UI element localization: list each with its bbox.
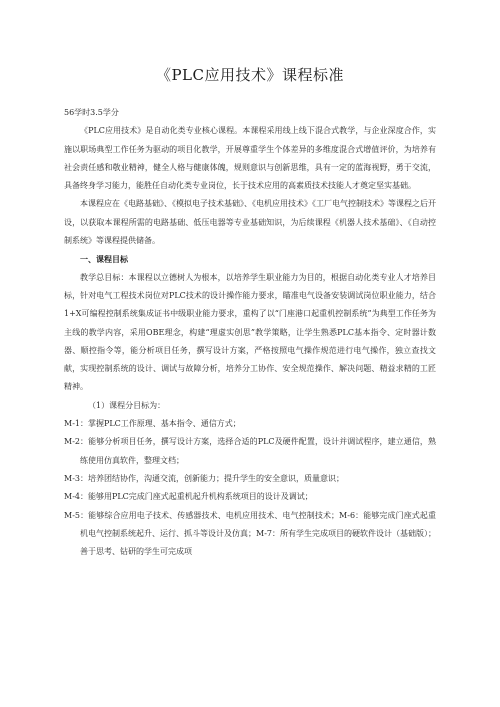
document-body xyxy=(64,104,436,561)
course-hours-credits: 56学时3.5学分 xyxy=(64,108,119,117)
document-title: 《PLC应用技术》课程标准 xyxy=(155,66,345,84)
goal-item: M-4：能够用PLC完成门座式起重机起升机构系统项目的设计及调试； xyxy=(64,492,313,502)
goal-item: M-3：培养团结协作，沟通交流，创新能力；提升学生的安全意识，质量意识； xyxy=(64,473,344,483)
goal-item: M-1：掌握PLC工作原理、基本指令、通信方式； xyxy=(64,419,241,429)
prerequisite-paragraph: 本课程应在《电路基础》、《模拟电子技术基础》、《电机应用技术》《工厂电气控制技术》等课程之后开设，以获取本课程所需的电路基础、低压电器等专业基础知识，为后续课程《机器人技术基础》、《自动控制系统》等课程提供储备。 xyxy=(64,199,436,246)
goal-item: M-5：能够综合应用电子技术、传感器技术、电机应用技术、电气控制技术；M-6：能够完成门座式起重机电气控制系统起升、运行、抓斗等设计及仿真；M-7：所有学生完成项目的硬软件设计（基础版）；善于思考、钻研的学生可完成项 xyxy=(64,510,436,557)
sub-goals-heading: （1）课程分目标为： xyxy=(88,400,166,410)
section-heading-course-goals: 一、课程目标 xyxy=(80,254,128,265)
course-intro-paragraph: 《PLC应用技术》是自动化类专业核心课程。本课程采用线上线下混合式教学，与企业深度合作，实施以职场典型工作任务为驱动的项目化教学，开展尊重学生个体差异的多维度混合式增值评价，为培养有社会责任感和敬业精神，健全人格与健康体魄，规则意识与创新思维，具有一定的蓝海视野，勇于交流，具备终身学习能力，能胜任自动化类专业岗位，长于技术应用的高素质技术技能人才奠定坚实基础。 xyxy=(64,126,436,191)
goal-item: M-2：能够分析项目任务，撰写设计方案，选择合适的PLC及硬件配置，设计并调试程序，建立通信，熟练使用仿真软件，整理文档； xyxy=(64,437,436,465)
overall-goal-paragraph: 教学总目标：本课程以立德树人为根本，以培养学生职业能力为目的，根据自动化类专业人才培养目标，针对电气工程技术岗位对PLC技术的设计操作能力要求，瞄准电气设备安装调试岗位职业能力，结合1+X可编程控制系统集成证书中级职业能力要求，重构了以“门座港口起重机控制系统”为典型工作任务为主线的教学内容，采用OBE理念，构建“理虚实创思”教学策略，让学生熟悉PLC基本指令、定时器计数器、顺控指令等，能分析项目任务，撰写设计方案，严格按照电气操作规范进行电气操作，独立查找文献，实现控制系统的设计、调试与故障分析，培养分工协作、安全规范操作、解决问题、精益求精的工匠精神。 xyxy=(64,272,436,392)
